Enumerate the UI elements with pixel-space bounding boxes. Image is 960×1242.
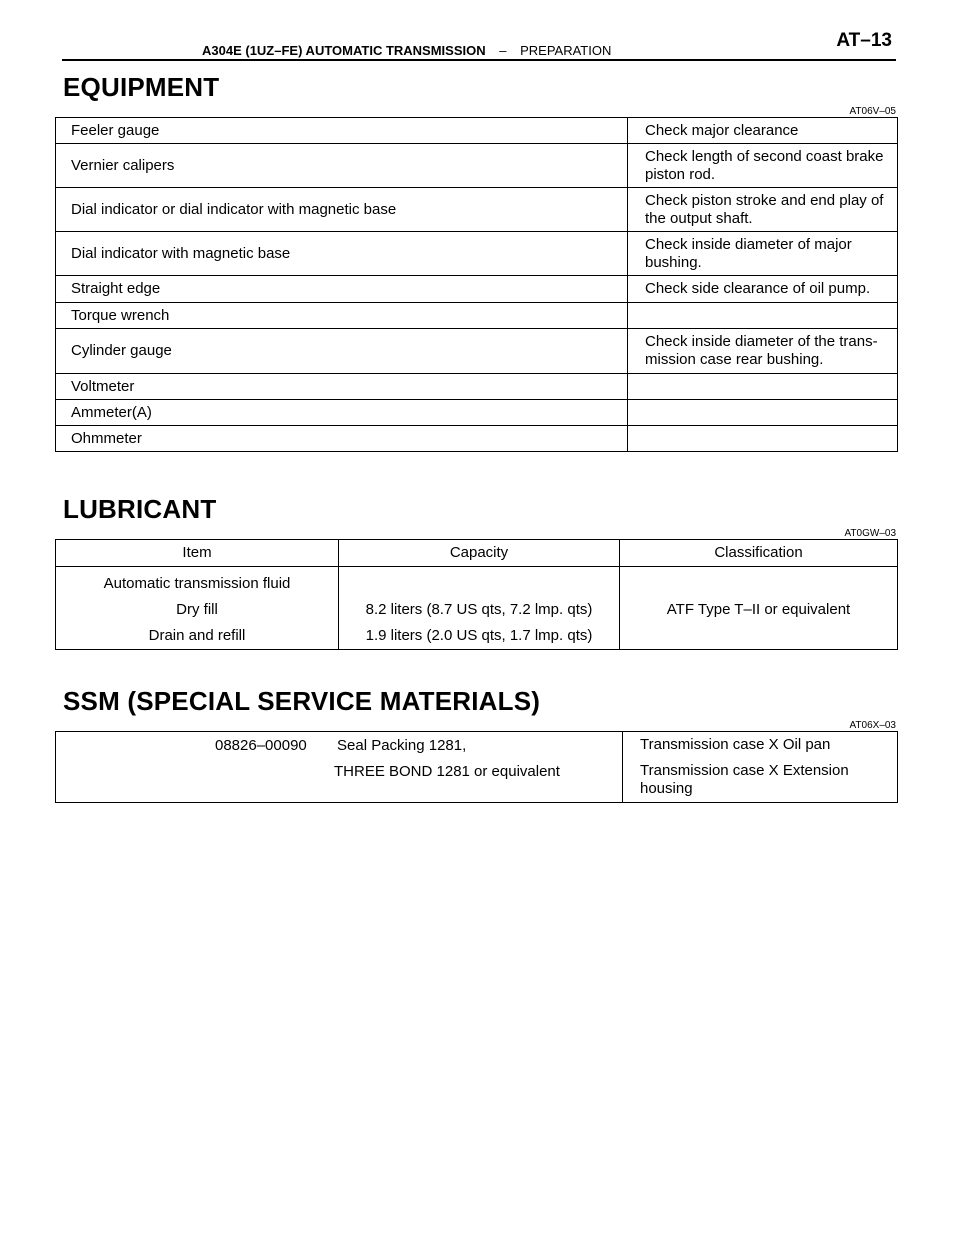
header-title-line: [202, 43, 611, 58]
note-cell: [628, 400, 898, 426]
tool-cell: Ohmmeter: [56, 426, 628, 452]
table-row: [56, 144, 898, 188]
lubricant-code: AT0GW–03: [844, 528, 896, 539]
header-section: PREPARATION: [520, 43, 612, 58]
header-title: A304E (1UZ–FE) AUTOMATIC TRANSMISSION: [202, 43, 486, 58]
table-row: [56, 400, 898, 426]
column-header-classification: Classification: [620, 540, 898, 567]
tool-cell: Dial indicator with magnetic base: [56, 232, 628, 276]
table-row: [56, 567, 898, 650]
part-name: Seal Packing 1281,: [337, 737, 467, 754]
table-row: [56, 276, 898, 303]
use-line: Transmission case X Oil pan: [640, 736, 831, 753]
ssm-code: AT06X–03: [849, 720, 896, 731]
table-row: [56, 188, 898, 232]
equipment-code: AT06V–05: [849, 106, 896, 117]
table-header-row: [56, 540, 898, 567]
header-rule: [62, 59, 896, 61]
table-row: [56, 426, 898, 452]
note-cell: [628, 303, 898, 329]
table-row: [56, 329, 898, 374]
page-number: AT–13: [836, 30, 892, 51]
tool-cell: Cylinder gauge: [56, 329, 628, 374]
page-header: [62, 30, 896, 60]
note-cell: [628, 426, 898, 452]
part-number: 08826–00090: [215, 737, 307, 754]
table-row: [56, 303, 898, 329]
item-line: Automatic transmission fluid: [103, 575, 291, 592]
note-cell: Check side clearance of oil pump.: [628, 276, 898, 303]
item-line: Dry fill: [176, 601, 218, 618]
equipment-heading: EQUIPMENT: [63, 72, 220, 102]
classification-cell: [620, 567, 898, 650]
lubricant-table: [55, 539, 898, 650]
capacity-cell: [339, 567, 620, 650]
note-cell: Check major clearance: [628, 118, 898, 144]
equipment-table: [55, 117, 898, 452]
tool-cell: Feeler gauge: [56, 118, 628, 144]
tool-cell: Torque wrench: [56, 303, 628, 329]
table-row: [56, 732, 898, 803]
lubricant-heading: LUBRICANT: [63, 494, 217, 524]
column-header-capacity: Capacity: [339, 540, 620, 567]
note-cell: Check piston stroke and end play of the output shaft.: [628, 188, 898, 232]
table-row: [56, 374, 898, 400]
capacity-line: 1.9 liters (2.0 US qts, 1.7 lmp. qts): [365, 627, 593, 644]
tool-cell: Ammeter(A): [56, 400, 628, 426]
ssm-table: [55, 731, 898, 803]
material-cell: [56, 732, 623, 803]
note-cell: Check length of second coast brake piston rod.: [628, 144, 898, 188]
part-alternative: THREE BOND 1281 or equivalent: [334, 763, 560, 780]
ssm-heading: SSM (SPECIAL SERVICE MATERIALS): [63, 686, 541, 716]
column-header-item: Item: [56, 540, 339, 567]
classification-value: ATF Type T–II or equivalent: [666, 601, 851, 618]
table-row: [56, 232, 898, 276]
note-cell: Check inside diameter of the trans-mission case rear bushing.: [628, 329, 898, 374]
tool-cell: Vernier calipers: [56, 144, 628, 188]
header-dash: –: [499, 43, 507, 58]
tool-cell: Dial indicator or dial indicator with magnetic base: [56, 188, 628, 232]
item-cell: [56, 567, 339, 650]
note-cell: Check inside diameter of major bushing.: [628, 232, 898, 276]
tool-cell: Straight edge: [56, 276, 628, 303]
table-row: [56, 118, 898, 144]
tool-cell: Voltmeter: [56, 374, 628, 400]
capacity-line: 8.2 liters (8.7 US qts, 7.2 lmp. qts): [365, 601, 593, 618]
note-cell: [628, 374, 898, 400]
use-cell: [623, 732, 898, 803]
use-line: Transmission case X Extension housing: [640, 762, 849, 797]
item-line: Drain and refill: [148, 627, 246, 644]
